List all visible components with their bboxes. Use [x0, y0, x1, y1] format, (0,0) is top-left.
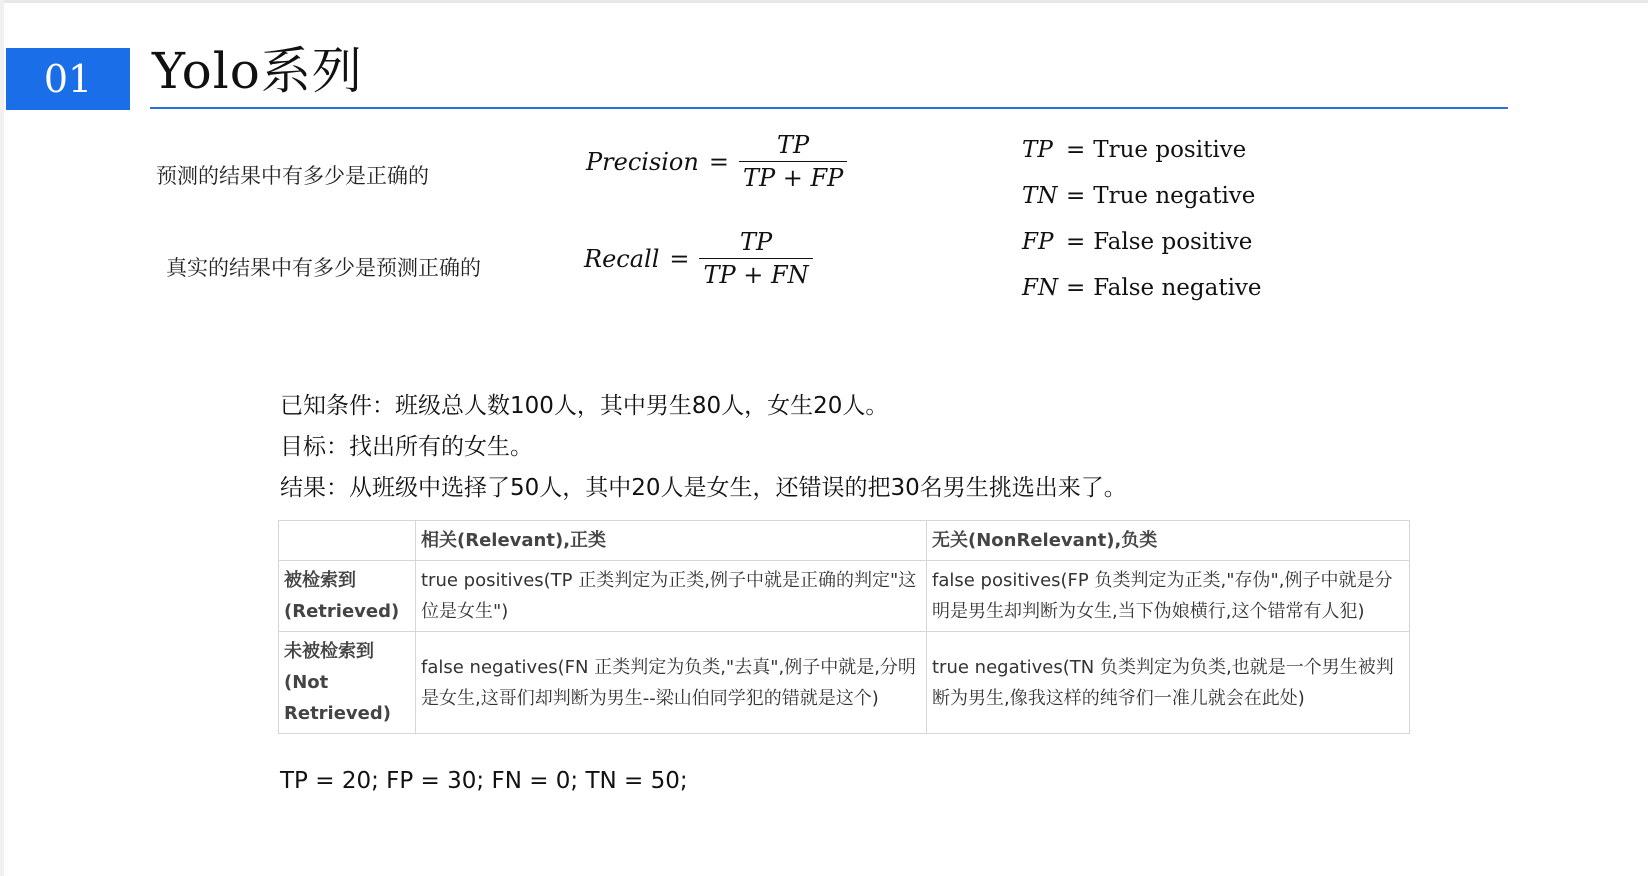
- table-cell: true negatives(TN 负类判定为负类,也就是一个男生被判断为男生,像我这样的纯爷们一准儿就会在此处): [927, 632, 1410, 734]
- table-header-cell: 相关(Relevant),正类: [416, 521, 927, 561]
- table-cell: false positives(FP 负类判定为正类,"存伪",例子中就是分明是男生却判断为女生,当下伪娘横行,这个错常有人犯): [927, 561, 1410, 632]
- precision-denominator: TP + FP: [739, 161, 847, 192]
- recall-formula: [584, 228, 813, 289]
- legend-text: False positive: [1093, 229, 1253, 255]
- legend-symbol: TN: [1022, 183, 1058, 209]
- precision-fraction: [739, 131, 847, 192]
- metric-legend: [1022, 128, 1262, 312]
- left-border: [0, 0, 4, 876]
- legend-equals: =: [1066, 275, 1086, 301]
- recall-description: 真实的结果中有多少是预测正确的: [166, 256, 481, 280]
- legend-equals: =: [1066, 229, 1086, 255]
- example-conditions: [280, 386, 1127, 509]
- table-header-cell: [279, 521, 416, 561]
- row-label: 被检索到(Retrieved): [279, 561, 416, 632]
- row-label: 未被检索到(Not Retrieved): [279, 632, 416, 734]
- title-underline: [150, 107, 1508, 109]
- table-row: [279, 561, 1410, 632]
- legend-row-fn: [1022, 266, 1262, 312]
- slide-title: Yolo系列: [152, 42, 363, 100]
- section-number-badge: 01: [6, 48, 130, 110]
- recall-denominator: TP + FN: [699, 258, 812, 289]
- condition-goal: 目标：找出所有的女生。: [280, 434, 533, 460]
- top-border: [0, 0, 1648, 3]
- legend-row-tp: [1022, 128, 1262, 174]
- precision-formula: [586, 131, 847, 192]
- legend-row-tn: [1022, 174, 1262, 220]
- legend-equals: =: [1066, 183, 1086, 209]
- legend-text: False negative: [1093, 275, 1262, 301]
- recall-numerator: TP: [740, 228, 773, 256]
- condition-known: 已知条件：班级总人数100人，其中男生80人，女生20人。: [280, 393, 889, 419]
- legend-symbol: TP: [1022, 137, 1053, 163]
- table-cell: false negatives(FN 正类判定为负类,"去真",例子中就是,分明是女生,这哥们却判断为男生--梁山伯同学犯的错就是这个): [416, 632, 927, 734]
- legend-text: True positive: [1093, 137, 1247, 163]
- legend-equals: =: [1066, 137, 1086, 163]
- table-row: [279, 632, 1410, 734]
- recall-lhs: Recall: [584, 244, 660, 273]
- result-summary: TP = 20; FP = 30; FN = 0; TN = 50;: [280, 768, 688, 794]
- table-header-cell: 无关(NonRelevant),负类: [927, 521, 1410, 561]
- legend-row-fp: [1022, 220, 1262, 266]
- table-cell: true positives(TP 正类判定为正类,例子中就是正确的判定"这位是女生"): [416, 561, 927, 632]
- legend-text: True negative: [1093, 183, 1256, 209]
- precision-lhs: Precision: [586, 147, 699, 176]
- legend-symbol: FN: [1022, 275, 1059, 301]
- table-header-row: [279, 521, 1410, 561]
- precision-description: 预测的结果中有多少是正确的: [156, 164, 429, 188]
- legend-symbol: FP: [1022, 229, 1054, 255]
- precision-numerator: TP: [777, 131, 810, 159]
- condition-result: 结果：从班级中选择了50人，其中20人是女生，还错误的把30名男生挑选出来了。: [280, 475, 1127, 501]
- confusion-table: [278, 520, 1410, 734]
- recall-equals: =: [669, 244, 690, 273]
- recall-fraction: [699, 228, 812, 289]
- precision-equals: =: [708, 147, 729, 176]
